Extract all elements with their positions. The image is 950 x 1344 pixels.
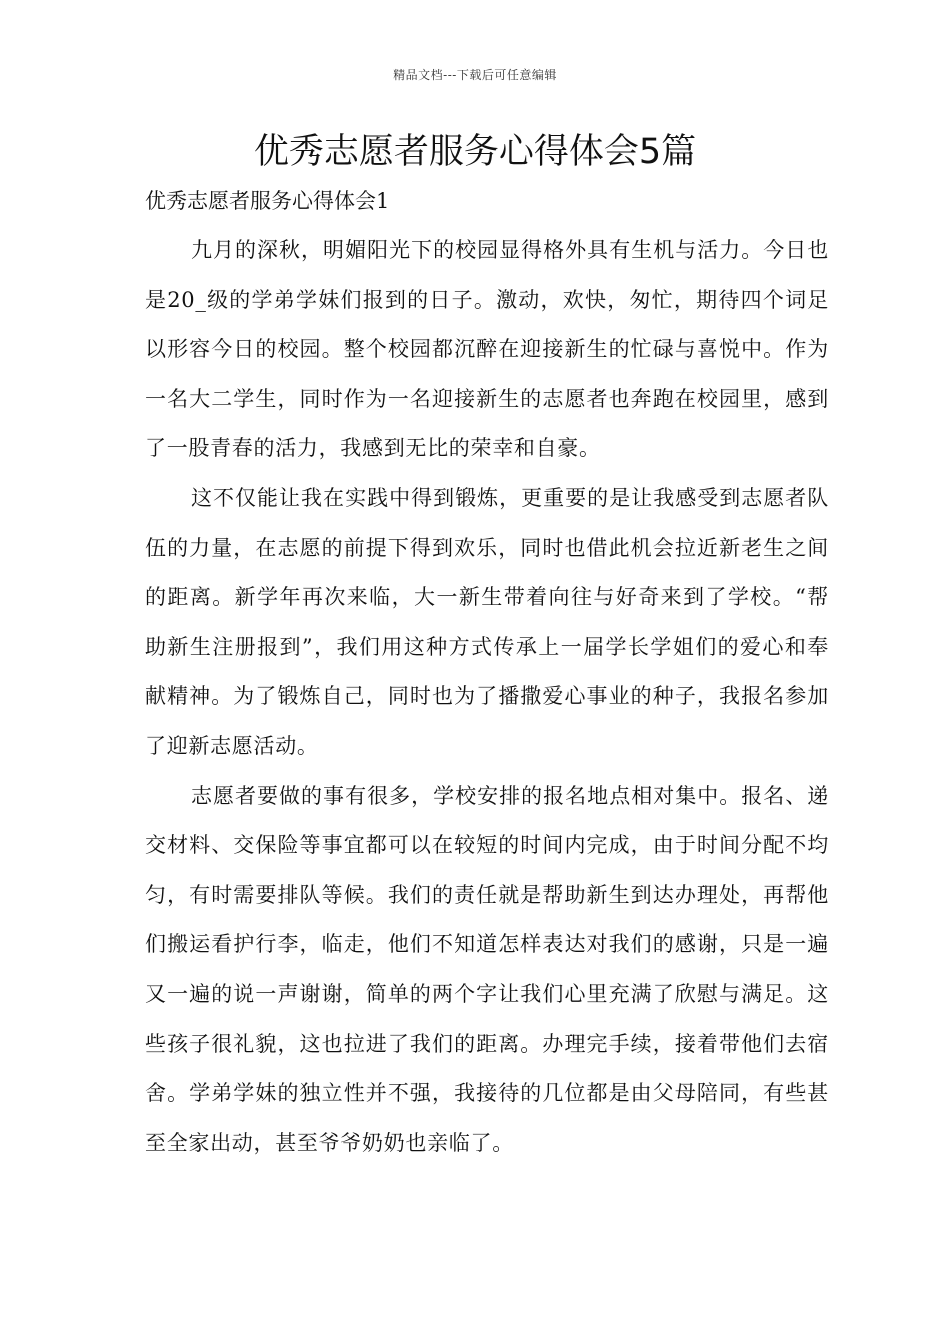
paragraph: 九月的深秋，明媚阳光下的校园显得格外具有生机与活力。今日也是20_级的学弟学妹们报到的日子。激动，欢快，匆忙，期待四个词足以形容今日的校园。整个校园都沉醉在迎接新生的忙碌与喜悦中。作为一名大二学生，同时作为一名迎接新生的志愿者也奔跑在校园里，感到了一股青春的活力，我感到无比的荣幸和自豪。 bbox=[145, 238, 829, 461]
header-note: 精品文档---下载后可任意编辑 bbox=[393, 68, 557, 82]
paragraph: 志愿者要做的事有很多，学校安排的报名地点相对集中。报名、递交材料、交保险等事宜都可以在较短的时间内完成，由于时间分配不均匀，有时需要排队等候。我们的责任就是帮助新生到达办理处，再帮他们搬运看护行李，临走，他们不知道怎样表达对我们的感谢，只是一遍又一遍的说一声谢谢，简单的两个字让我们心里充满了欣慰与满足。这些孩子很礼貌，这也拉进了我们的距离。办理完手续，接着带他们去宿舍。学弟学妹的独立性并不强，我接待的几位都是由父母陪同，有些甚至全家出动，甚至爷爷奶奶也亲临了。 bbox=[145, 783, 829, 1155]
paragraph: 这不仅能让我在实践中得到锻炼，更重要的是让我感受到志愿者队伍的力量，在志愿的前提下得到欢乐，同时也借此机会拉近新老生之间的距离。新学年再次来临，大一新生带着向往与好奇来到了学校。“帮助新生注册报到”，我们用这种方式传承上一届学长学姐们的爱心和奉献精神。为了锻炼自己，同时也为了播撒爱心事业的种子，我报名参加了迎新志愿活动。 bbox=[145, 485, 829, 758]
document-title: 优秀志愿者服务心得体会5篇 bbox=[253, 132, 697, 172]
section-subtitle: 优秀志愿者服务心得体会1 bbox=[145, 189, 390, 213]
document-body bbox=[145, 226, 829, 1168]
